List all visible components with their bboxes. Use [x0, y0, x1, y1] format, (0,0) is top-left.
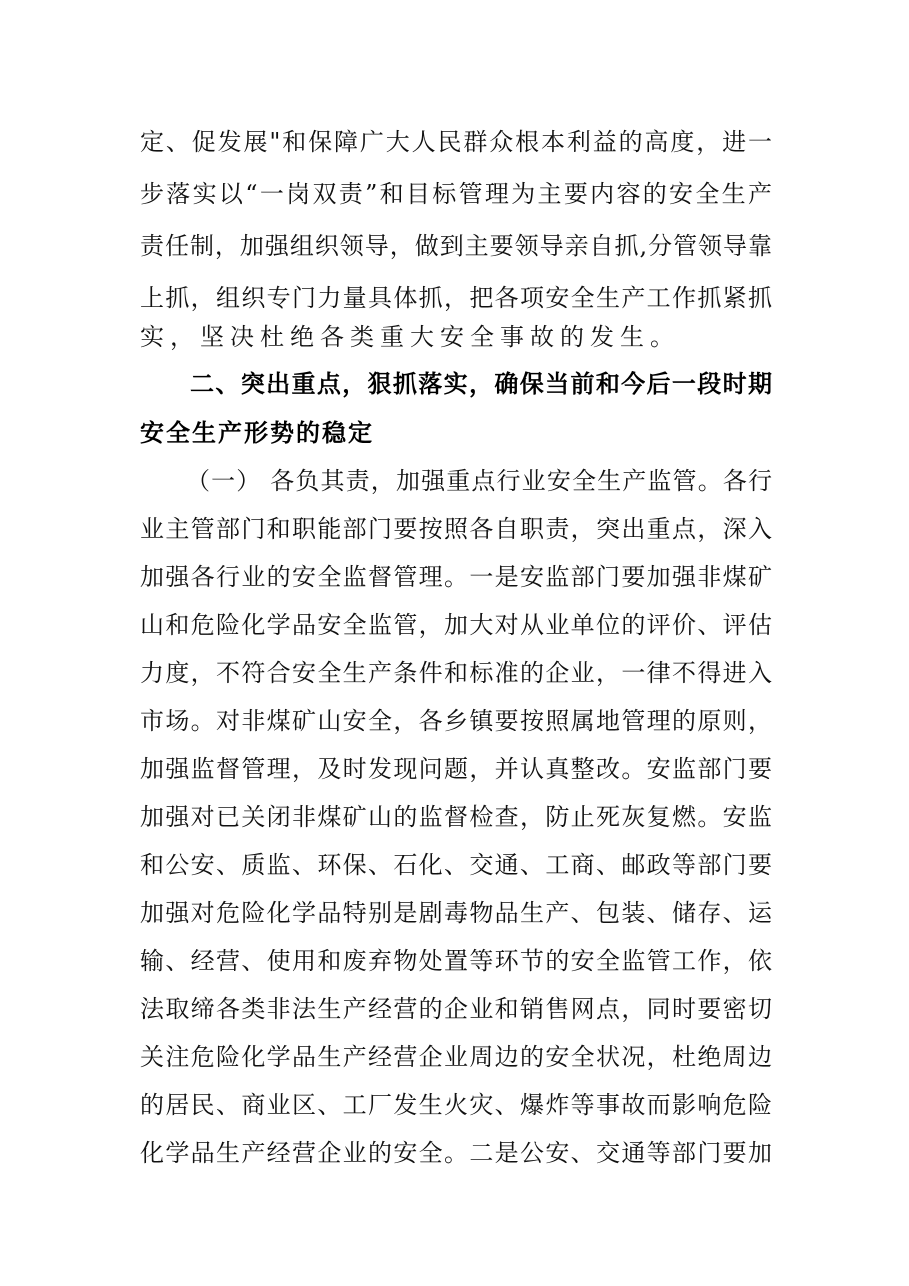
text-line: 实，坚决杜绝各类重大安全事故的发生。 [140, 323, 680, 351]
text-line: 责任制，加强组织领导，做到主要领导亲自抓,分管领导靠 [140, 232, 772, 260]
section-heading-continued: 安全生产形势的稳定 [140, 419, 374, 447]
text-line: 输、经营、使用和废弃物处置等环节的安全监管工作，依 [140, 947, 772, 975]
text-line: 步落实以“一岗双责”和目标管理为主要内容的安全生产 [140, 180, 772, 208]
text-line: 关注危险化学品生产经营企业周边的安全状况，杜绝周边 [140, 1043, 772, 1071]
text-line: 法取缔各类非法生产经营的企业和销售网点，同时要密切 [140, 995, 772, 1023]
text-line: 市场。对非煤矿山安全，各乡镇要按照属地管理的原则， [140, 707, 772, 735]
text-line: 定、促发展"和保障广大人民群众根本利益的高度，进一 [140, 128, 772, 156]
text-line: 加强各行业的安全监督管理。一是安监部门要加强非煤矿 [140, 563, 772, 591]
text-line: 加强对已关闭非煤矿山的监督检查，防止死灰复燃。安监 [140, 803, 772, 831]
section-heading: 二、突出重点，狠抓落实，确保当前和今后一段时期 [190, 370, 772, 398]
text-line: 上抓，组织专门力量具体抓，把各项安全生产工作抓紧抓 [140, 284, 772, 312]
text-line: 山和危险化学品安全监管，加大对从业单位的评价、评估 [140, 611, 772, 639]
text-line: 加强对危险化学品特别是剧毒物品生产、包装、储存、运 [140, 899, 772, 927]
subsection-line: （一） 各负其责，加强重点行业安全生产监管。各行 [186, 467, 772, 495]
text-line: 化学品生产经营企业的安全。二是公安、交通等部门要加 [140, 1139, 772, 1167]
text-line: 力度，不符合安全生产条件和标准的企业，一律不得进入 [140, 659, 772, 687]
text-line: 和公安、质监、环保、石化、交通、工商、邮政等部门要 [140, 851, 772, 879]
text-line: 的居民、商业区、工厂发生火灾、爆炸等事故而影响危险 [140, 1091, 772, 1119]
text-line: 加强监督管理，及时发现问题，并认真整改。安监部门要 [140, 755, 772, 783]
text-line: 业主管部门和职能部门要按照各自职责，突出重点，深入 [140, 515, 772, 543]
